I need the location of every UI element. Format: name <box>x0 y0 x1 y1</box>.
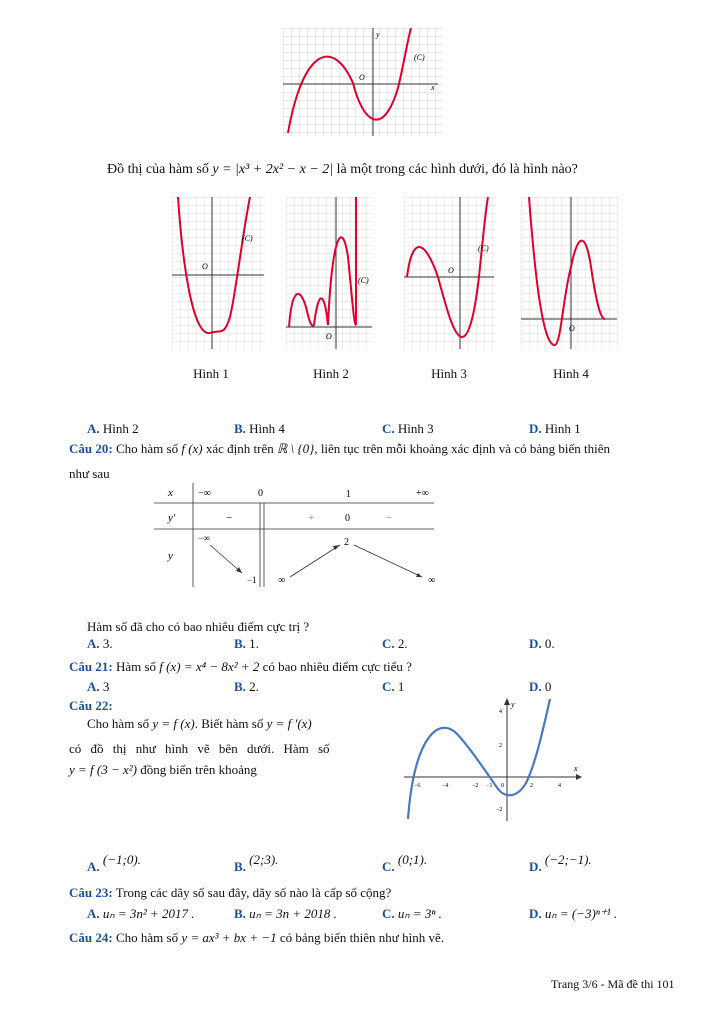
svg-text:4: 4 <box>558 783 561 789</box>
svg-text:4: 4 <box>499 709 502 715</box>
page-footer: Trang 3/6 - Mã đề thi 101 <box>551 977 675 991</box>
q19-prompt: Đồ thị của hàm số y = |x³ + 2x² − x − 2| là một trong các hình dưới, đó là hình nào? <box>107 162 578 177</box>
svg-text:+: + <box>308 512 315 524</box>
svg-text:−∞: −∞ <box>198 488 211 499</box>
q23-label: Câu 23: <box>69 885 113 900</box>
svg-text:O: O <box>326 332 332 341</box>
q22-options <box>0 852 725 881</box>
q23-option-b[interactable]: B. uₙ = 3n + 2018 . <box>234 906 337 921</box>
q20-question: Hàm số đã cho có bao nhiêu điểm cực trị ? <box>87 619 310 634</box>
q22-line1: Cho hàm số y = f (x). Biết hàm số y = f ′(x) <box>87 716 312 731</box>
svg-text:x: x <box>168 487 173 499</box>
svg-text:−: − <box>386 512 393 524</box>
q20-label: Câu 20: <box>69 441 113 456</box>
svg-text:−: − <box>226 512 233 524</box>
label-o: O <box>359 73 365 82</box>
figure-2-label: Hình 2 <box>313 366 349 381</box>
q23-option-c[interactable]: C. uₙ = 3ⁿ . <box>382 906 442 921</box>
svg-text:+∞: +∞ <box>416 488 429 499</box>
svg-text:−∞: −∞ <box>198 533 210 543</box>
q22-line3: y = f (3 − x²) đồng biến trên khoảng <box>69 762 257 777</box>
svg-text:0: 0 <box>501 783 504 789</box>
q20-line2: như sau <box>69 466 110 481</box>
q23-option-a[interactable]: A. uₙ = 3n² + 2017 . <box>87 906 195 921</box>
svg-text:−2: −2 <box>472 783 479 789</box>
q20-option-b[interactable]: B. 1. <box>234 636 259 651</box>
q21-options <box>0 679 725 695</box>
svg-text:y: y <box>168 550 173 562</box>
q22-line2: có đồ thị như hình vẽ bên dưới. Hàm số <box>69 741 330 756</box>
figure-3-label: Hình 3 <box>431 366 467 381</box>
q24-label: Câu 24: <box>69 930 113 945</box>
q21-option-c[interactable]: C. 1 <box>382 679 405 694</box>
svg-text:∞: ∞ <box>278 575 286 586</box>
svg-text:−4: −4 <box>442 783 449 789</box>
svg-text:2: 2 <box>344 537 349 548</box>
svg-text:0: 0 <box>345 513 350 524</box>
label-y: y <box>376 30 380 39</box>
svg-text:O: O <box>202 262 208 271</box>
q22-option-b[interactable]: B. (2;3). <box>234 852 279 874</box>
q20-options <box>0 636 725 652</box>
svg-text:∞: ∞ <box>428 575 436 586</box>
svg-text:−2: −2 <box>496 807 503 813</box>
svg-text:(C): (C) <box>242 234 253 243</box>
q19-option-b[interactable]: B. Hình 4 <box>234 421 285 436</box>
q24-line: Câu 24: Cho hàm số y = ax³ + bx + −1 có bảng biến thiên như hình vẽ. <box>69 930 444 945</box>
q19-formula: y = |x³ + 2x² − x − 2| <box>212 162 334 177</box>
svg-text:O: O <box>569 324 575 333</box>
svg-text:y: y <box>511 700 515 709</box>
q19-option-c[interactable]: C. Hình 3 <box>382 421 434 436</box>
q21-line: Câu 21: Hàm số f (x) = x⁴ − 8x² + 2 có bao nhiêu điểm cực tiểu ? <box>69 659 412 674</box>
figure-3 <box>404 197 496 349</box>
svg-text:y′: y′ <box>168 512 176 524</box>
q22-option-a[interactable]: A. (−1;0). <box>87 852 141 874</box>
figure-2 <box>286 197 372 349</box>
q21-label: Câu 21: <box>69 659 113 674</box>
q22-option-d[interactable]: D. (−2;−1). <box>529 852 592 874</box>
svg-text:(C): (C) <box>478 244 489 253</box>
q22-label: Câu 22: <box>69 698 113 713</box>
q20-variation-table <box>154 483 436 587</box>
q22-derivative-graph <box>400 695 585 825</box>
q19-option-d[interactable]: D. Hình 1 <box>529 421 581 436</box>
svg-text:−6: −6 <box>414 783 421 789</box>
q21-option-b[interactable]: B. 2. <box>234 679 259 694</box>
q23-option-d[interactable]: D. uₙ = (−3)ⁿ⁺¹ . <box>529 906 618 921</box>
svg-text:x: x <box>574 764 578 773</box>
figure-1-label: Hình 1 <box>193 366 229 381</box>
svg-text:2: 2 <box>530 783 533 789</box>
q19-options <box>0 421 725 437</box>
svg-text:−1: −1 <box>486 783 493 789</box>
svg-text:−1: −1 <box>247 575 257 585</box>
svg-text:1: 1 <box>346 489 351 500</box>
q22-option-c[interactable]: C. (0;1). <box>382 852 428 874</box>
svg-text:(C): (C) <box>358 276 369 285</box>
svg-text:0: 0 <box>258 488 263 499</box>
q20-option-c[interactable]: C. 2. <box>382 636 408 651</box>
q20-line1: Câu 20: Cho hàm số f (x) xác định trên ℝ \ {0}, liên tục trên mỗi khoảng xác định và có bảng biến thiên <box>69 441 610 456</box>
figure-1 <box>172 197 266 349</box>
q20-option-a[interactable]: A. 3. <box>87 636 113 651</box>
figure-4-label: Hình 4 <box>553 366 589 381</box>
q21-option-a[interactable]: A. 3 <box>87 679 110 694</box>
figure-4 <box>521 197 619 349</box>
svg-text:2: 2 <box>499 743 502 749</box>
q19-option-a[interactable]: A. Hình 2 <box>87 421 139 436</box>
q23-line: Câu 23: Trong các dãy số sau đây, dãy số nào là cấp số cộng? <box>69 885 392 900</box>
svg-text:O: O <box>448 266 454 275</box>
q21-option-d[interactable]: D. 0 <box>529 679 552 694</box>
q20-option-d[interactable]: D. 0. <box>529 636 555 651</box>
label-c: (C) <box>414 53 425 62</box>
q23-options <box>0 906 725 922</box>
top-graph <box>283 28 443 136</box>
label-x: x <box>431 83 435 92</box>
